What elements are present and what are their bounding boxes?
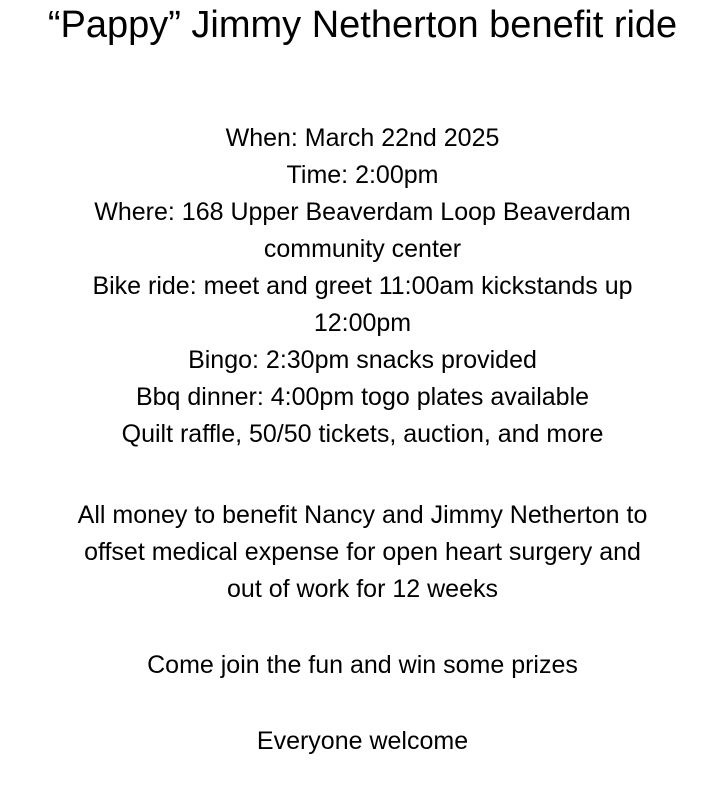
welcome-note: Everyone welcome <box>256 727 469 755</box>
bingo-info: Bingo: 2:30pm snacks provided <box>188 346 537 374</box>
event-location-line-1: Where: 168 Upper Beaverdam Loop Beaverdam <box>94 198 631 226</box>
fun-invite: Come join the fun and win some prizes <box>147 651 578 679</box>
benefit-statement <box>20 497 705 608</box>
bike-ride-line-1: Bike ride: meet and greet 11:00am kickstands up <box>92 272 633 300</box>
event-time: Time: 2:00pm <box>286 161 439 189</box>
flyer-title: “Pappy” Jimmy Netherton benefit ride <box>47 4 678 46</box>
event-details <box>20 120 705 453</box>
extras-info: Quilt raffle, 50/50 tickets, auction, and more <box>121 420 604 448</box>
bike-ride-line-2: 12:00pm <box>313 309 412 337</box>
event-date: When: March 22nd 2025 <box>225 124 500 152</box>
event-location-line-2: community center <box>263 235 462 263</box>
benefit-line-1: All money to benefit Nancy and Jimmy Netherton to <box>77 501 648 529</box>
bbq-info: Bbq dinner: 4:00pm togo plates available <box>135 383 590 411</box>
benefit-line-3: out of work for 12 weeks <box>227 575 498 603</box>
benefit-line-2: offset medical expense for open heart surgery and <box>84 538 641 566</box>
